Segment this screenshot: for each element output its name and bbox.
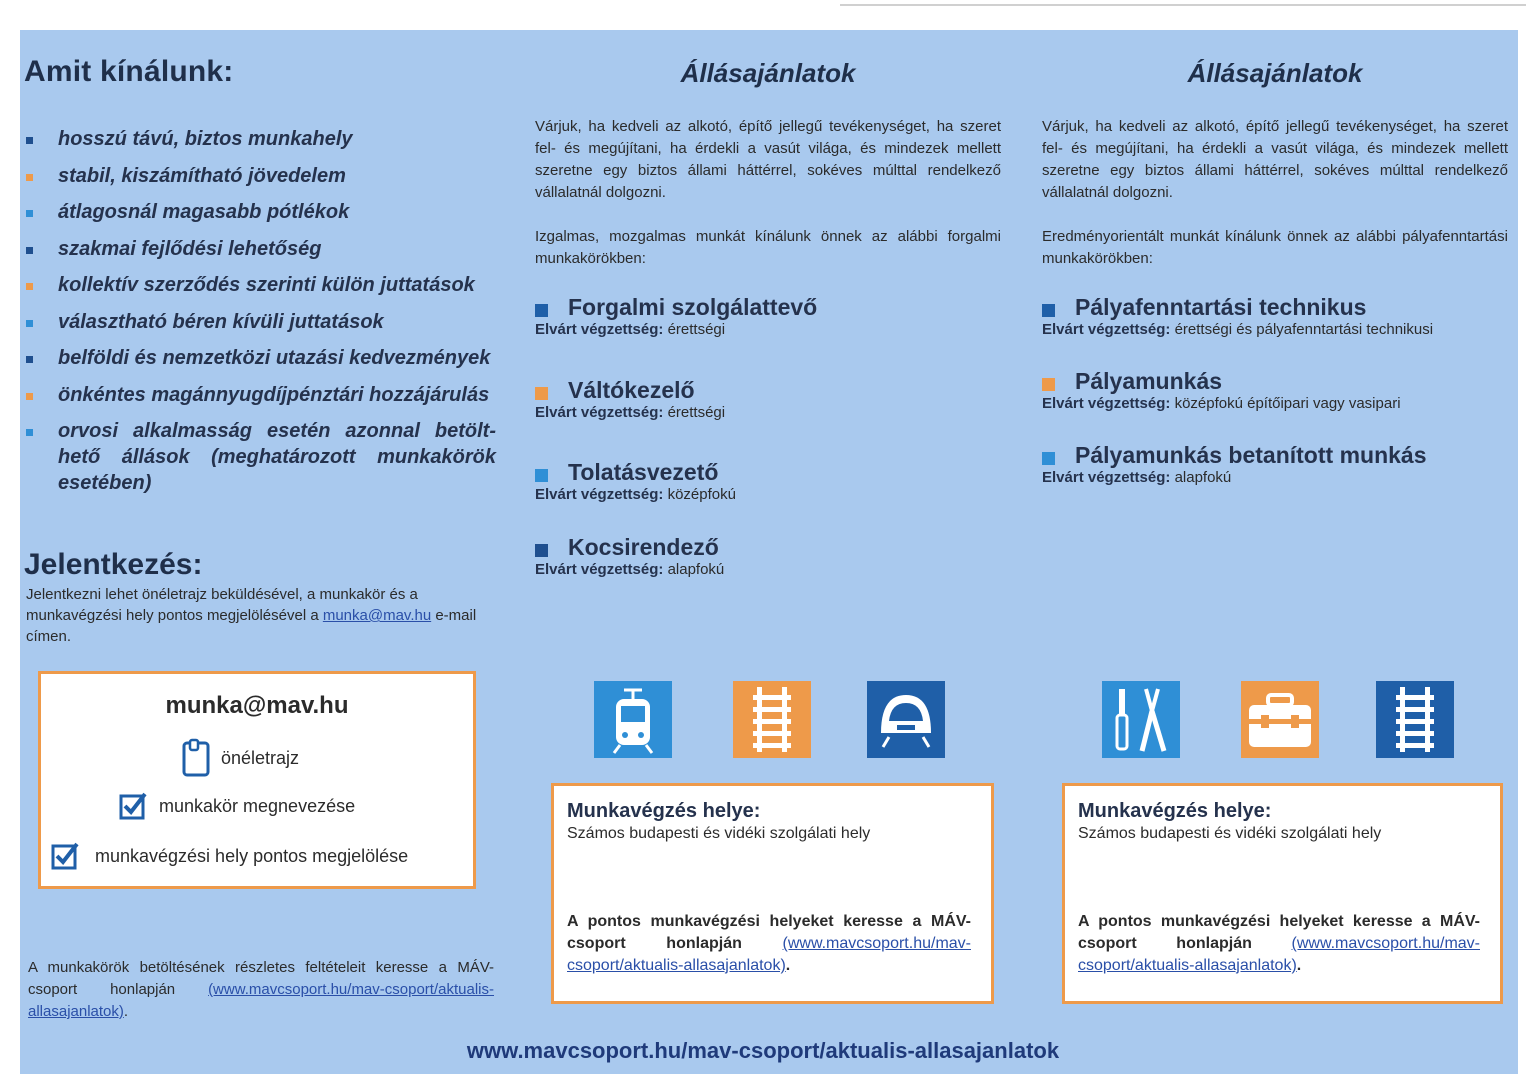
place-title: Munkavégzés helye: bbox=[567, 800, 761, 822]
bullet-square-icon bbox=[26, 320, 33, 327]
bullet-square-icon bbox=[26, 283, 33, 290]
job-item: Váltókezelő Elvárt végzettség: érettségi bbox=[535, 377, 726, 421]
offer-item: választható béren kívüli juttatások bbox=[22, 309, 496, 335]
offer-item: stabil, kiszámítható jövedelem bbox=[22, 163, 496, 189]
cv-item-label: munkavégzési hely pontos megjelölése bbox=[95, 845, 409, 866]
bullet-square-icon bbox=[1042, 378, 1055, 391]
cv-item-resume bbox=[181, 738, 299, 778]
checkbox-checked-icon bbox=[51, 842, 79, 870]
offer-item: szakmai fejlődési lehetőség bbox=[22, 236, 496, 262]
place-note: A pontos munkavégzési helyeket keresse a MÁV-csoport honlapján (www.mavcsoport.hu/mav-csoport/aktualis-allasajanlatok). bbox=[567, 913, 971, 974]
job-item: Pályamunkás betanított munkás Elvárt végzettség: alapfokú bbox=[1042, 442, 1427, 486]
checkbox-checked-icon bbox=[119, 792, 147, 820]
apply-email-link[interactable]: munka@mav.hu bbox=[322, 607, 432, 624]
cv-item-label: munkakör megnevezése bbox=[159, 795, 356, 816]
job-item: Pályafenntartási technikus Elvárt végzettség: érettségi és pályafenntartási technikusi bbox=[1042, 294, 1434, 338]
place-link[interactable]: (www.mavcsoport.hu/mav-csoport/aktualis-allasajanlatok) bbox=[1078, 935, 1480, 974]
offer-item: kollektív szerződés szerinti külön juttatások bbox=[22, 272, 496, 298]
bullet-square-icon bbox=[26, 429, 33, 436]
apply-heading: Jelentkezés: bbox=[24, 548, 203, 581]
bullet-square-icon bbox=[1042, 452, 1055, 465]
offer-list bbox=[22, 126, 496, 507]
footnote: A munkakörök betöltésének részletes feltételeit keresse a MÁV-csoport honlapján (www.mavcsoport.hu/mav-csoport/aktualis-allasajanlatok). bbox=[28, 959, 494, 1020]
tram-icon bbox=[594, 681, 672, 758]
offer-item: belföldi és nemzetközi utazási kedvezmények bbox=[22, 345, 496, 371]
cv-item-label: önéletrajz bbox=[221, 747, 300, 768]
job-item: Forgalmi szolgálattevő Elvárt végzettség: érettségi bbox=[535, 294, 818, 338]
cv-checklist-box bbox=[38, 671, 476, 889]
bullet-square-icon bbox=[535, 544, 548, 557]
tools-icon bbox=[1102, 681, 1180, 758]
col2-title: Állásajánlatok bbox=[1187, 58, 1363, 88]
track-icon bbox=[1376, 681, 1454, 758]
bullet-square-icon bbox=[535, 387, 548, 400]
cv-item-place bbox=[51, 842, 408, 870]
place-title: Munkavégzés helye: bbox=[1078, 800, 1272, 822]
job-item: Pályamunkás Elvárt végzettség: középfokú építőipari vagy vasipari bbox=[1042, 368, 1401, 412]
col1-place-box bbox=[551, 783, 994, 1004]
job-item: Kocsirendező Elvárt végzettség: alapfokú bbox=[535, 534, 725, 578]
col1-title: Állásajánlatok bbox=[680, 58, 856, 88]
place-link[interactable]: (www.mavcsoport.hu/mav-csoport/aktualis-allasajanlatok) bbox=[567, 935, 971, 974]
place-text: Számos budapesti és vidéki szolgálati hely bbox=[1078, 825, 1382, 842]
col1-intro: Várjuk, ha kedveli az alkotó, építő jellegű tevékenységet, ha szeret fel- és megújítani, ha érdekli a vasút világa, és mindezek mellett szeretne egy biztos állami háttérrel, sokéves múlttal rendelkező vállalatnál dolgozni. bbox=[535, 118, 1001, 201]
place-text: Számos budapesti és vidéki szolgálati hely bbox=[567, 825, 871, 842]
cv-box-email: munka@mav.hu bbox=[165, 692, 349, 719]
bullet-square-icon bbox=[26, 247, 33, 254]
apply-text: Jelentkezni lehet önéletrajz beküldésével, a munkakör és a munkavégzési hely pontos megjelölésével a munka@mav.hu e-mail címen. bbox=[26, 586, 477, 645]
bullet-square-icon bbox=[535, 469, 548, 482]
train-front-icon bbox=[867, 681, 945, 758]
offer-item: orvosi alkalmasság esetén azonnal betölt-hető állások (meghatározott munkakörök esetében) bbox=[22, 418, 496, 496]
offer-item: hosszú távú, biztos munkahely bbox=[22, 126, 496, 152]
bullet-square-icon bbox=[535, 304, 548, 317]
bullet-square-icon bbox=[26, 174, 33, 181]
bullet-square-icon bbox=[26, 356, 33, 363]
offer-item: átlagosnál magasabb pótlékok bbox=[22, 199, 496, 225]
footnote-link[interactable]: (www.mavcsoport.hu/mav-csoport/aktualis-allasajanlatok) bbox=[28, 981, 494, 1020]
col2-intro-2: Eredményorientált munkát kínálunk önnek az alábbi pályafenntartási munkakörökben: bbox=[1042, 228, 1508, 267]
col2-intro: Várjuk, ha kedveli az alkotó, építő jellegű tevékenységet, ha szeret fel- és megújítani, ha érdekli a vasút világa, és mindezek mellett szeretne egy biztos állami háttérrel, sokéves múlttal rendelkező vállalatnál dolgozni. bbox=[1042, 118, 1508, 201]
top-rule bbox=[840, 4, 1526, 6]
bullet-square-icon bbox=[1042, 304, 1055, 317]
bottom-url-link[interactable]: www.mavcsoport.hu/mav-csoport/aktualis-allasajanlatok bbox=[466, 1038, 1060, 1063]
toolbox-icon bbox=[1241, 681, 1319, 758]
place-note: A pontos munkavégzési helyeket keresse a MÁV-csoport honlapján (www.mavcsoport.hu/mav-csoport/aktualis-allasajanlatok). bbox=[1078, 913, 1480, 974]
bullet-square-icon bbox=[26, 210, 33, 217]
col1-intro-2: Izgalmas, mozgalmas munkát kínálunk önnek az alábbi forgalmi munkakörökben: bbox=[535, 228, 1001, 267]
track-icon bbox=[733, 681, 811, 758]
offer-heading: Amit kínálunk: bbox=[24, 55, 234, 88]
clipboard-icon bbox=[181, 738, 211, 778]
cv-item-position bbox=[119, 792, 355, 820]
offer-item: önkéntes magánnyugdíjpénztári hozzájárulás bbox=[22, 382, 496, 408]
bullet-square-icon bbox=[26, 393, 33, 400]
col2-place-box bbox=[1062, 783, 1503, 1004]
bullet-square-icon bbox=[26, 137, 33, 144]
job-item: Tolatásvezető Elvárt végzettség: középfokú bbox=[535, 459, 736, 503]
